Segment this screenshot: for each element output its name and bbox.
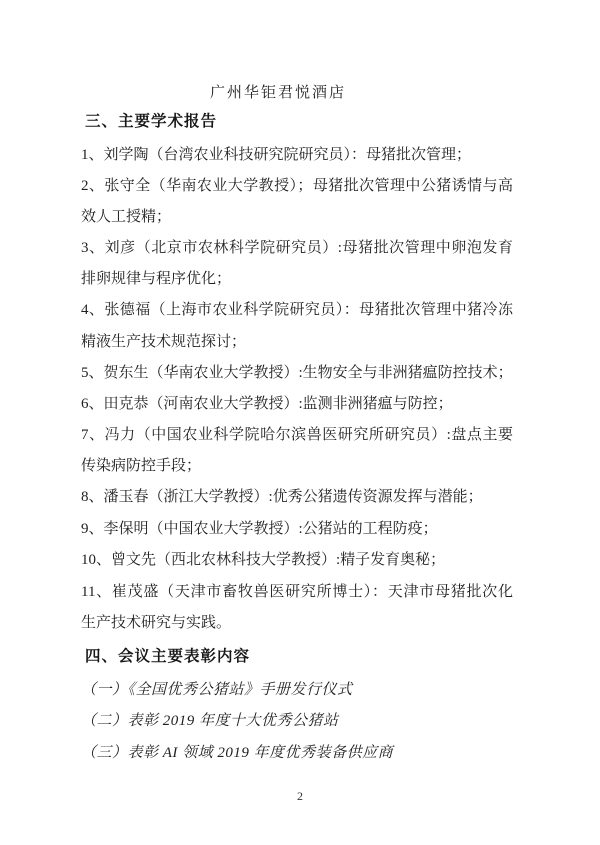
report-item-11-line-2: 生产技术研究与实践。 — [81, 615, 232, 631]
page-number: 2 — [297, 789, 303, 803]
report-item-4-line-2: 精液生产技术规范探讨； — [81, 334, 247, 350]
section-heading-commendations: 四、会议主要表彰内容 — [85, 648, 251, 665]
report-item-11-line-1: 11、崔茂盛（天津市畜牧兽医研究所博士）：天津市母猪批次化 — [81, 584, 513, 600]
report-item-7-line-1: 7、冯力（中国农业科学院哈尔滨兽医研究所研究员）:盘点主要 — [81, 427, 513, 443]
report-item-2-line-2: 效人工授精； — [81, 209, 172, 225]
report-item-4-line-1: 4、张德福（上海市农业科学院研究员）：母猪批次管理中猪冷冻 — [81, 302, 513, 318]
report-item-1: 1、刘学陶（台湾农业科技研究院研究员）：母猪批次管理； — [81, 147, 472, 163]
report-item-7-line-2: 传染病防控手段； — [81, 458, 202, 474]
commendation-item-3: （三）表彰 AI 领域 2019 年度优秀装备供应商 — [81, 745, 394, 761]
report-item-2-line-1: 2、张守全（华南农业大学教授）；母猪批次管理中公猪诱情与高 — [81, 178, 513, 194]
report-item-8: 8、潘玉春（浙江大学教授）:优秀公猪遗传资源发挥与潜能； — [81, 489, 483, 505]
commendation-item-2: （二）表彰 2019 年度十大优秀公猪站 — [81, 713, 339, 729]
report-item-5: 5、贺东生（华南农业大学教授）:生物安全与非洲猪瘟防控技术； — [81, 365, 513, 381]
report-item-6: 6、田克恭（河南农业大学教授）:监测非洲猪瘟与防控； — [81, 396, 453, 412]
report-item-9: 9、李保明（中国农业大学教授）:公猪站的工程防疫； — [81, 521, 438, 537]
report-item-3-line-1: 3、刘彦（北京市农林科学院研究员）:母猪批次管理中卵泡发育 — [81, 240, 513, 256]
report-item-10: 10、曾文先（西北农林科技大学教授）:精子发育奥秘； — [81, 552, 446, 568]
venue-line: 广州华钜君悦酒店 — [209, 85, 346, 101]
section-heading-academic-reports: 三、主要学术报告 — [85, 113, 218, 130]
commendation-item-1: （一）《全国优秀公猪站》手册发行仪式 — [81, 682, 353, 698]
report-item-3-line-2: 排卵规律与程序优化； — [81, 271, 232, 287]
